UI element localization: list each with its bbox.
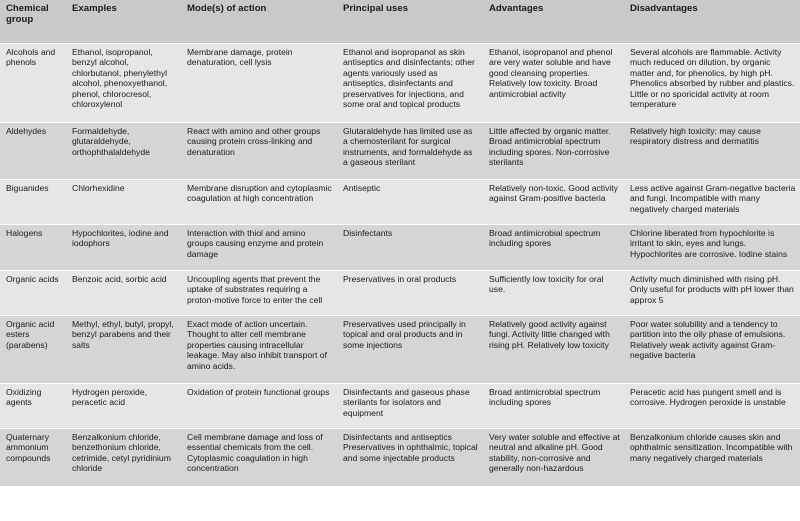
- cell-disadvantages: Less active against Gram-negative bacteria and fungi. Incompatible with many negatively charged materials: [624, 180, 800, 225]
- cell-uses: Ethanol and isopropanol as skin antiseptics and disinfectants; other agents variously used as antiseptics, disinfectants and preservatives for injections, and some oral and topical products: [337, 44, 483, 123]
- cell-action: React with amino and other groups causing protein cross-linking and denaturation: [181, 123, 337, 180]
- cell-group: Organic acids: [0, 271, 66, 316]
- cell-examples: Benzalkonium chloride, benzethonium chloride, cetrimide, cetyl pyridinium chloride: [66, 429, 181, 486]
- table-row: [0, 429, 800, 486]
- table-row: [0, 225, 800, 271]
- cell-action: Interaction with thiol and amino groups causing enzyme and protein damage: [181, 225, 337, 271]
- table-row: [0, 180, 800, 225]
- cell-group: Quaternary ammonium compounds: [0, 429, 66, 486]
- cell-examples: Chlorhexidine: [66, 180, 181, 225]
- table-row: [0, 384, 800, 429]
- table-header-row: [0, 0, 800, 44]
- cell-group: Aldehydes: [0, 123, 66, 180]
- cell-action: Membrane disruption and cytoplasmic coagulation at high concentration: [181, 180, 337, 225]
- table-row: [0, 123, 800, 180]
- cell-action: Membrane damage, protein denaturation, cell lysis: [181, 44, 337, 123]
- cell-examples: Hypochlorites, iodine and iodophors: [66, 225, 181, 271]
- header-advantages: Advantages: [483, 0, 624, 44]
- cell-examples: Hydrogen peroxide, peracetic acid: [66, 384, 181, 429]
- cell-examples: Benzoic acid, sorbic acid: [66, 271, 181, 316]
- header-modes-of-action: Mode(s) of action: [181, 0, 337, 44]
- cell-action: Uncoupling agents that prevent the uptake of substrates requiring a proton-motive force to enter the cell: [181, 271, 337, 316]
- cell-examples: Methyl, ethyl, butyl, propyl, benzyl parabens and their salts: [66, 316, 181, 384]
- cell-uses: Disinfectants and antiseptics Preservatives in ophthalmic, topical and some injectable products: [337, 429, 483, 486]
- cell-uses: Preservatives used principally in topical and oral products and in some injections: [337, 316, 483, 384]
- cell-advantages: Very water soluble and effective at neutral and alkaline pH. Good stability, non-corrosive and generally non-hazardous: [483, 429, 624, 486]
- cell-disadvantages: Activity much diminished with rising pH. Only useful for products with pH lower than approx 5: [624, 271, 800, 316]
- cell-disadvantages: Several alcohols are flammable. Activity much reduced on dilution, by organic matter and, for phenolics, by high pH. Phenolics absorbed by rubber and plastics. Little or no sporicidal activity at room temperature: [624, 44, 800, 123]
- cell-disadvantages: Chlorine liberated from hypochlorite is irritant to skin, eyes and lungs. Hypochlorites are corrosive. Iodine stains: [624, 225, 800, 271]
- header-principal-uses: Principal uses: [337, 0, 483, 44]
- cell-uses: Disinfectants and gaseous phase sterilants for isolators and equipment: [337, 384, 483, 429]
- cell-disadvantages: Benzalkonium chloride causes skin and ophthalmic sensitization. Incompatible with many negatively charged materials: [624, 429, 800, 486]
- header-examples: Examples: [66, 0, 181, 44]
- cell-group: Halogens: [0, 225, 66, 271]
- cell-action: Oxidation of protein functional groups: [181, 384, 337, 429]
- cell-uses: Disinfectants: [337, 225, 483, 271]
- header-chemical-group: Chemical group: [0, 0, 66, 44]
- header-disadvantages: Disadvantages: [624, 0, 800, 44]
- cell-uses: Antiseptic: [337, 180, 483, 225]
- cell-advantages: Broad antimicrobial spectrum including spores: [483, 225, 624, 271]
- cell-examples: Formaldehyde, glutaraldehyde, orthophthalaldehyde: [66, 123, 181, 180]
- table-row: [0, 44, 800, 123]
- table-row: [0, 316, 800, 384]
- cell-advantages: Broad antimicrobial spectrum including spores: [483, 384, 624, 429]
- table-row: [0, 271, 800, 316]
- cell-examples: Ethanol, isopropanol, benzyl alcohol, chlorbutanol, phenylethyl alcohol, phenoxyethanol, phenol, chlorocresol, chloroxylenol: [66, 44, 181, 123]
- cell-action: Cell membrane damage and loss of essential chemicals from the cell. Cytoplasmic coagulation in high concentration: [181, 429, 337, 486]
- cell-disadvantages: Poor water solubility and a tendency to partition into the oily phase of emulsions. Relatively weak activity against Gram-negative bacteria: [624, 316, 800, 384]
- cell-advantages: Sufficiently low toxicity for oral use.: [483, 271, 624, 316]
- cell-uses: Preservatives in oral products: [337, 271, 483, 316]
- cell-advantages: Ethanol, isopropanol and phenol are very water soluble and have good cleansing properties. Relatively low toxicity. Broad antimicrobial activity: [483, 44, 624, 123]
- cell-disadvantages: Relatively high toxicity: may cause respiratory distress and dermatitis: [624, 123, 800, 180]
- cell-uses: Glutaraldehyde has limited use as a chemosterilant for surgical instruments, and formaldehyde as a gaseous sterilant: [337, 123, 483, 180]
- cell-advantages: Relatively good activity against fungi. Activity little changed with rising pH. Relatively low toxicity: [483, 316, 624, 384]
- cell-group: Organic acid esters (parabens): [0, 316, 66, 384]
- cell-advantages: Little affected by organic matter. Broad antimicrobial spectrum including spores. Non-corrosive sterilants: [483, 123, 624, 180]
- cell-group: Alcohols and phenols: [0, 44, 66, 123]
- cell-group: Oxidizing agents: [0, 384, 66, 429]
- cell-disadvantages: Peracetic acid has pungent smell and is corrosive. Hydrogen peroxide is unstable: [624, 384, 800, 429]
- cell-advantages: Relatively non-toxic. Good activity against Gram-positive bacteria: [483, 180, 624, 225]
- cell-action: Exact mode of action uncertain. Thought to alter cell membrane properties causing intracellular leakage. May also inhibit transport of amino acids.: [181, 316, 337, 384]
- cell-group: Biguanides: [0, 180, 66, 225]
